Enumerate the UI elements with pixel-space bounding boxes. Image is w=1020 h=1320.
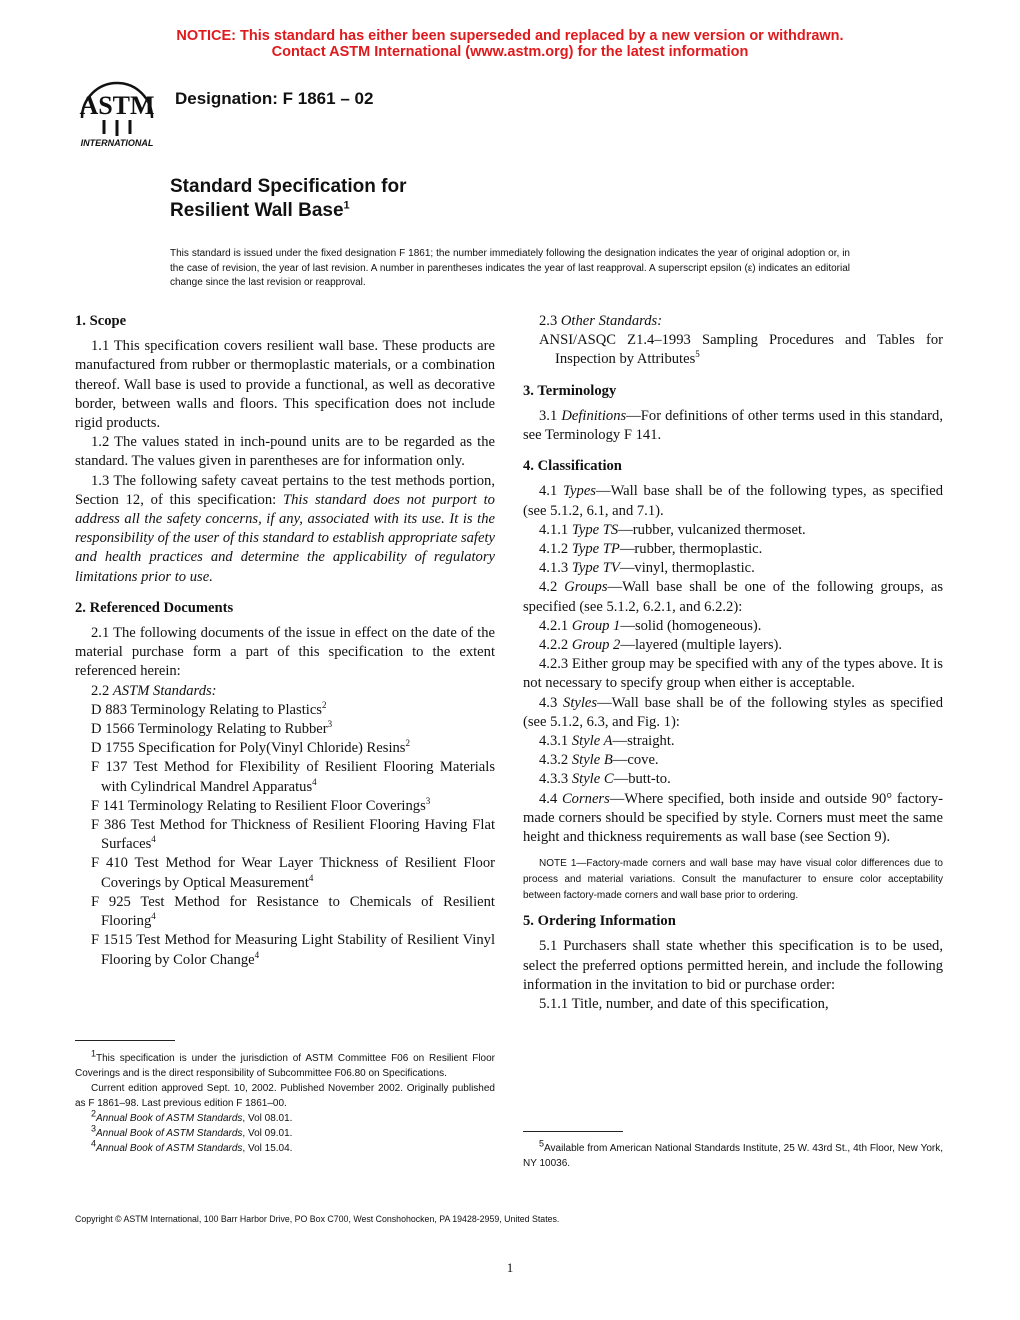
paragraph-4-1-3: 4.1.3 Type TV—vinyl, thermoplastic. xyxy=(539,560,755,577)
paragraph-5-1-1: 5.1.1 Title, number, and date of this specification, xyxy=(539,996,829,1013)
section-heading-classification: 4. Classification xyxy=(523,458,622,475)
paragraph-2-1: 2.1 The following documents of the issue in effect on the date of the material purchase form a part of this specification to the extent referenced herein: xyxy=(75,625,495,680)
reference-item: F 1515 Test Method for Measuring Light Stability of Resilient Vinyl Flooring by Color Change$^4$ xyxy=(91,932,495,968)
reference-item: D 883 Terminology Relating to Plastics$^2$ xyxy=(91,700,327,718)
notice-line-1: NOTICE: This standard has either been superseded and replaced by a new version or withdrawn. xyxy=(176,28,844,44)
document-title xyxy=(170,175,406,223)
paragraph-1-3: 1.3 The following safety caveat pertains to the test methods portion, Section 12, of this specification: This standard does not purport to address all the safety concerns, if any, associated with its use. It is the responsibility of the user of this standard to establish appropriate safety and health practices and determine the applicability of regulatory limitations prior to use. xyxy=(75,472,495,585)
designation: Designation: F 1861 – 02 xyxy=(175,89,374,108)
title-line-1: Standard Specification for xyxy=(170,176,407,197)
paragraph-1-1: 1.1 This specification covers resilient wall base. These products are manufactured from rubber or thermoplastic materials, or a combination thereof. Wall base is used to provide a functional, as well as decorative border, between walls and floors. This specification does not include rigid products. xyxy=(75,338,495,432)
note-1: NOTE 1—Factory-made corners and wall base may have visual color differences due to process and material variations. Consult the manufacturer to ensure color acceptability between factory-made corners and wall base prior to ordering. xyxy=(523,858,943,902)
paragraph-4-2-2: 4.2.2 Group 2—layered (multiple layers). xyxy=(539,637,783,654)
reference-item: F 925 Test Method for Resistance to Chemicals of Resilient Flooring$^4$ xyxy=(91,893,495,930)
paragraph-4-1: 4.1 Types—Wall base shall be of the following types, as specified (see 5.1.2, 6.1, and 7.1). xyxy=(523,483,943,519)
reference-item: D 1566 Terminology Relating to Rubber$^3$ xyxy=(91,719,333,738)
footnote: $^3$Annual Book of ASTM Standards, Vol 09.01. xyxy=(91,1123,293,1139)
paragraph-4-2-3: 4.2.3 Either group may be specified with any of the types above. It is not necessary to specify group when either is acceptable. xyxy=(523,656,943,692)
reference-item: F 137 Test Method for Flexibility of Resilient Flooring Materials with Cylindrical Mandrel Apparatus$^4$ xyxy=(91,759,495,795)
paragraph-4-3-3: 4.3.3 Style C—butt-to. xyxy=(539,771,671,788)
section-heading-scope: 1. Scope xyxy=(75,313,127,329)
paragraph-5-1: 5.1 Purchasers shall state whether this specification is to be used, select the preferred options permitted herein, and include the following information in the invitation to bid or purchase order: xyxy=(523,938,943,993)
footnote: $^2$Annual Book of ASTM Standards, Vol 08.01. xyxy=(91,1108,293,1124)
paragraph-2-2: 2.2 ASTM Standards: xyxy=(91,682,217,699)
paragraph-4-3-1: 4.3.1 Style A—straight. xyxy=(539,733,675,750)
footnote: Current edition approved Sept. 10, 2002. Published November 2002. Originally published as F 1861–98. Last previous edition F 1861–00. xyxy=(75,1083,495,1109)
section-heading-ordering-information: 5. Ordering Information xyxy=(523,913,676,930)
withdrawal-notice xyxy=(0,28,1020,60)
footnotes-left xyxy=(75,1048,495,1156)
paragraph-4-2-1: 4.2.1 Group 1—solid (homogeneous). xyxy=(539,617,762,634)
footnote: $^1$This specification is under the jurisdiction of ASTM Committee F06 on Resilient Floor Coverings and is the direct responsibility of Subcommittee F06.80 on Specifications. xyxy=(75,1048,495,1079)
notice-line-2: Contact ASTM International (www.astm.org) for the latest information xyxy=(271,44,749,60)
footnote: $^5$Available from American National Standards Institute, 25 W. 43rd St., 4th Floor, New York, NY 10036. xyxy=(523,1138,943,1169)
footnote-rule-left xyxy=(75,1040,175,1041)
paragraph-3-1: 3.1 Definitions—For definitions of other terms used in this standard, see Terminology F 141. xyxy=(523,407,943,444)
reference-item: F 410 Test Method for Wear Layer Thickness of Resilient Floor Coverings by Optical Measurement$^4$ xyxy=(91,855,495,891)
footnote: $^4$Annual Book of ASTM Standards, Vol 15.04. xyxy=(91,1138,293,1154)
logo-wordmark: INTERNATIONAL xyxy=(80,138,154,148)
title-footnote-ref: 1 xyxy=(343,199,350,212)
paragraph-1-2: 1.2 The values stated in inch-pound units are to be regarded as the standard. The values given in parentheses are for information only. xyxy=(75,434,495,470)
paragraph-4-3-2: 4.3.2 Style B—cove. xyxy=(539,752,659,769)
paragraph-4-1-2: 4.1.2 Type TP—rubber, thermoplastic. xyxy=(539,541,763,558)
paragraph-2-3: 2.3 Other Standards: xyxy=(539,313,663,329)
section-heading-terminology: 3. Terminology xyxy=(523,382,617,399)
paragraph-4-4: 4.4 Corners—Where specified, both inside and outside 90° factory-made corners should be specified by style. Corners must meet the same height and thickness requirements as wall base (see Section 9). xyxy=(523,790,944,846)
paragraph-4-2: 4.2 Groups—Wall base shall be one of the following groups, as specified (see 5.1.2, 6.2.1, and 6.2.2): xyxy=(523,579,944,615)
astm-logo xyxy=(72,72,162,150)
preamble: This standard is issued under the fixed designation F 1861; the number immediately following the designation indicates the year of original adoption or, in the case of revision, the year of last revision. A number in parentheses indicates the year of last reapproval. A superscript epsilon (ε) indicates an editorial change since the last revision or reapproval. xyxy=(170,248,850,288)
footnotes-right xyxy=(523,1138,943,1171)
paragraph-4-1-1: 4.1.1 Type TS—rubber, vulcanized thermoset. xyxy=(539,521,806,538)
copyright: Copyright © ASTM International, 100 Barr Harbor Drive, PO Box C700, West Conshohocken, PA 19428-2959, United States. xyxy=(75,1214,560,1224)
logo-mark: ASTM xyxy=(79,91,155,120)
paragraph-4-3: 4.3 Styles—Wall base shall be of the following styles as specified (see 5.1.2, 6.3, and Fig. 1): xyxy=(523,694,944,730)
reference-item: D 1755 Specification for Poly(Vinyl Chloride) Resins$^2$ xyxy=(91,738,410,757)
footnote-rule-right xyxy=(523,1131,623,1132)
page-number: 1 xyxy=(506,1260,514,1275)
section-heading-referenced-documents: 2. Referenced Documents xyxy=(75,599,234,616)
reference-item: F 386 Test Method for Thickness of Resilient Flooring Having Flat Surfaces$^4$ xyxy=(91,817,495,853)
reference-item: F 141 Terminology Relating to Resilient Floor Coverings$^3$ xyxy=(91,796,431,814)
title-line-2: Resilient Wall Base$^1$ xyxy=(170,199,350,221)
left-column xyxy=(75,312,495,970)
reference-item: ANSI/ASQC Z1.4–1993 Sampling Procedures and Tables for Inspection by Attributes$^5$ xyxy=(539,332,943,368)
right-column xyxy=(523,312,943,1014)
